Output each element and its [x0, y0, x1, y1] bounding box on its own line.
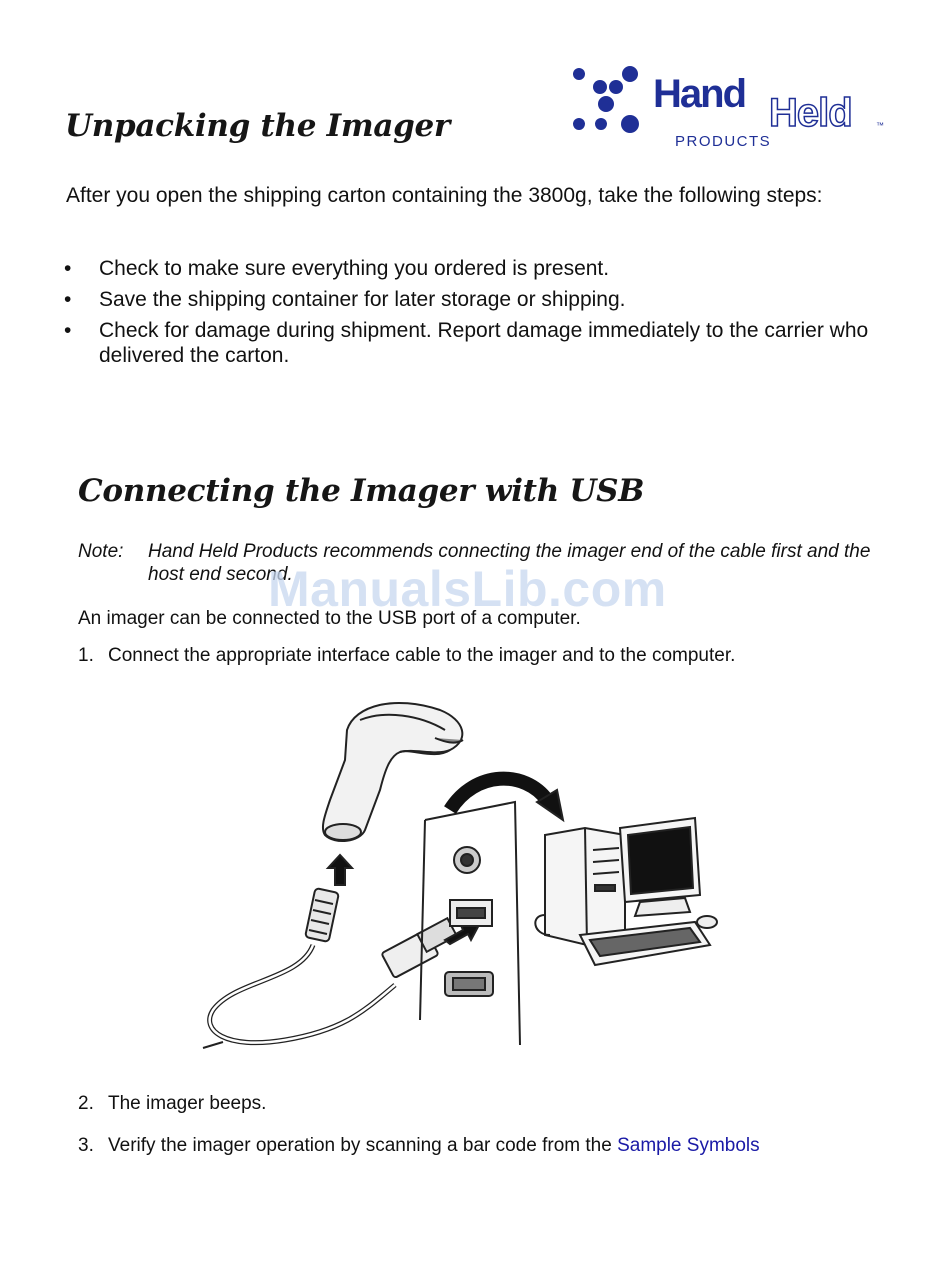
logo-products-text: PRODUCTS [675, 133, 772, 150]
cable-plug-icon [305, 888, 339, 942]
list-item [62, 256, 902, 281]
mouse-icon [697, 916, 717, 928]
list-item-text: Check for damage during shipment. Report damage immediately to the carrier who delivered the carton. [99, 319, 869, 367]
bullet-icon: • [64, 288, 72, 311]
unpacking-intro: After you open the shipping carton containing the 3800g, take the following steps: [66, 184, 823, 207]
list-item-text: Check to make sure everything you ordered is present. [99, 257, 610, 280]
sample-symbols-link[interactable]: Sample Symbols [617, 1135, 760, 1156]
list-item [62, 287, 902, 312]
scanner-icon [323, 703, 463, 841]
step-2 [78, 1092, 908, 1115]
step-text-container [108, 1134, 908, 1157]
step-text: Connect the appropriate interface cable to the imager and to the computer. [108, 645, 736, 666]
computer-back-panel-icon [420, 802, 520, 1045]
list-item-text: Save the shipping container for later storage or shipping. [99, 288, 626, 311]
usb-heading: Connecting the Imager with USB [78, 473, 645, 509]
list-item [62, 318, 902, 368]
step-number: 1. [78, 645, 94, 666]
monitor-icon [620, 818, 700, 916]
watermark: ManualsLib.com [268, 561, 667, 617]
step-text: Verify the imager operation by scanning a bar code from the [108, 1135, 618, 1156]
unpacking-heading: Unpacking the Imager [65, 108, 450, 144]
note-label: Note: [78, 541, 124, 562]
usb-intro: An imager can be connected to the USB port of a computer. [78, 608, 581, 629]
logo-trademark: ™ [876, 121, 884, 130]
usb-connection-illustration [195, 690, 735, 1075]
step-1 [78, 644, 908, 667]
step-number: 3. [78, 1135, 94, 1156]
usb-plug-icon [381, 918, 456, 978]
logo-held-text: Held [769, 91, 852, 135]
logo-hand-text: Hand [653, 72, 745, 116]
pc-tower-icon [545, 828, 625, 945]
note-text: Hand Held Products recommends connecting the imager end of the cable first and the host end second. [148, 541, 871, 585]
step-3 [78, 1134, 908, 1157]
unpacking-checklist [62, 256, 902, 374]
bullet-icon: • [64, 319, 72, 342]
bullet-icon: • [64, 257, 72, 280]
step-text: The imager beeps. [108, 1093, 267, 1114]
step-number: 2. [78, 1093, 94, 1114]
